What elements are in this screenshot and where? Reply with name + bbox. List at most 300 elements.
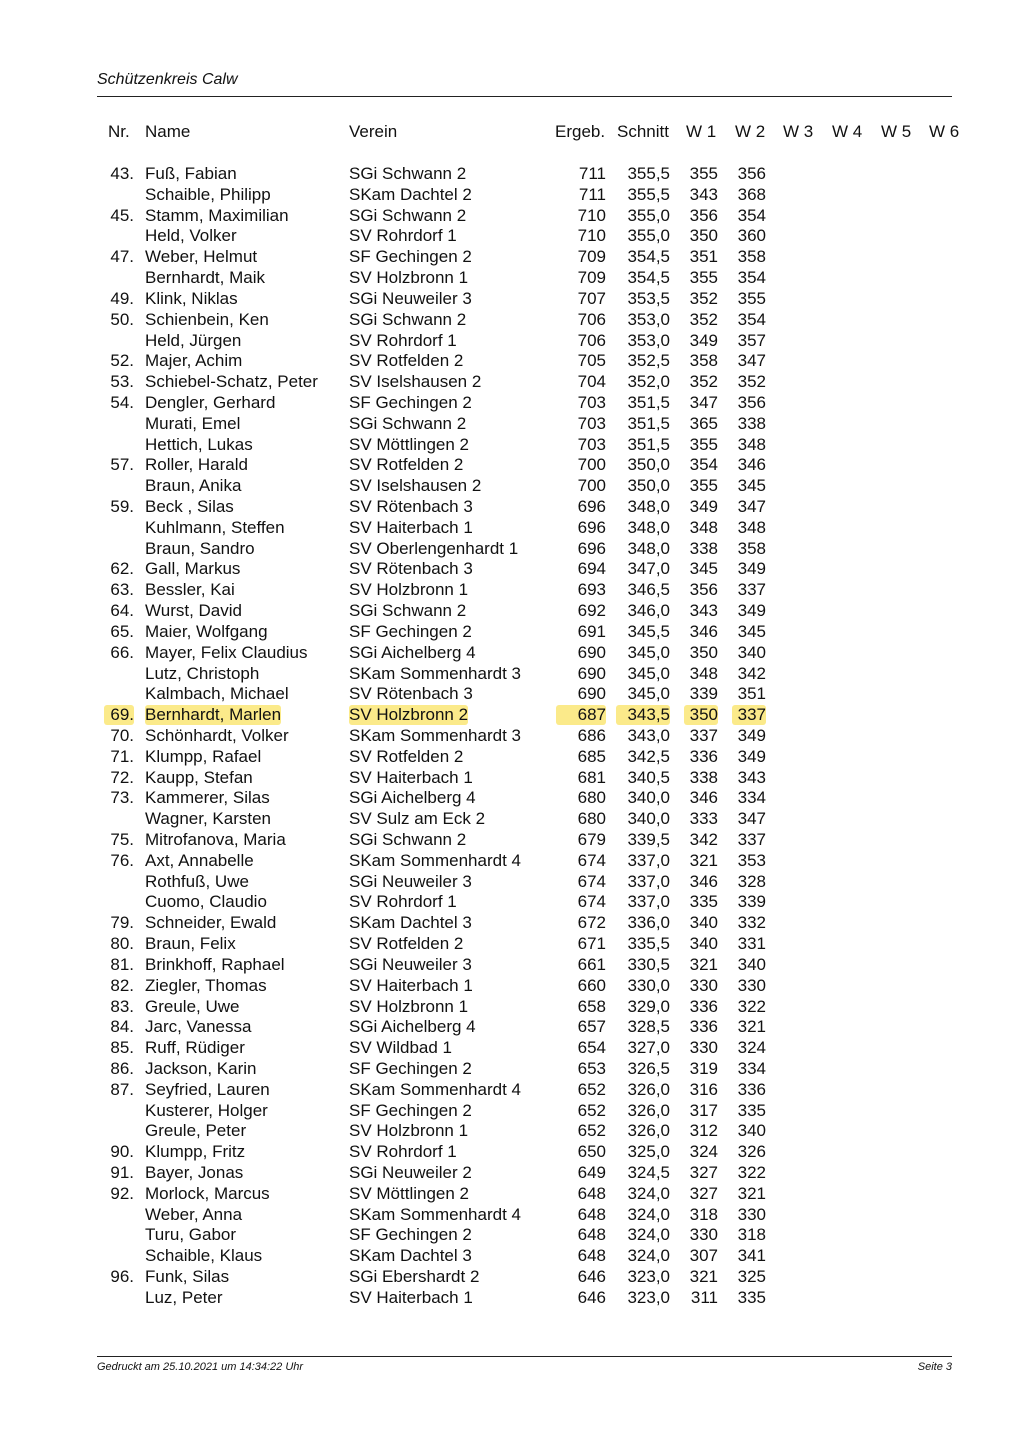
cell-name: Wagner, Karsten [145,809,271,829]
cell-w1: 355 [689,476,718,496]
cell-ergeb: 711 [578,164,606,183]
cell-schnitt: 348,0 [627,517,670,537]
cell-w2: 349 [737,746,766,766]
cell-nr: 85. [110,1038,134,1058]
cell-schnitt: 345,0 [627,642,670,662]
table-row [0,1288,1024,1309]
table-row [0,726,1024,747]
table-row [0,539,1024,560]
table-row [0,1267,1024,1288]
cell-w2: 326 [737,1142,766,1162]
cell-ergeb: 652 [577,1100,606,1120]
page-header-title: Schützenkreis Calw [97,71,238,88]
cell-verein: SGi Neuweiler 3 [349,288,472,308]
cell-w1: 318 [689,1204,718,1224]
cell-schnitt: 340,0 [627,809,670,829]
cell-ergeb: 652 [577,1121,606,1141]
cell-ergeb: 648 [577,1246,606,1266]
cell-w2: 348 [737,517,766,537]
cell-nr: 96. [110,1267,134,1287]
cell-verein: SV Haiterbach 1 [349,767,473,787]
cell-w1: 336 [689,996,718,1016]
cell-name: Cuomo, Claudio [145,892,267,912]
cell-w1: 327 [689,1163,718,1182]
cell-schnitt: 337,0 [627,850,670,870]
cell-w2: 349 [737,725,766,745]
table-row [0,1246,1024,1267]
table-row [0,1184,1024,1205]
cell-ergeb: 693 [577,580,606,600]
cell-nr: 45. [110,205,134,225]
cell-verein: SV Rohrdorf 1 [349,330,457,350]
cell-w2: 330 [737,1204,766,1224]
cell-name: Morlock, Marcus [145,1183,270,1203]
cell-w1: 349 [689,497,718,516]
cell-nr: 49. [110,288,134,308]
cell-w1: 338 [689,538,718,558]
cell-schnitt: 355,5 [627,164,670,183]
cell-ergeb: 661 [577,954,606,974]
cell-w1: 350 [689,226,718,246]
cell-w1: 346 [689,621,718,641]
cell-name: Weber, Anna [145,1204,243,1224]
printed-timestamp: Gedruckt am 25.10.2021 um 14:34:22 Uhr [97,1361,304,1373]
cell-name: Klumpp, Fritz [145,1142,246,1162]
cell-ergeb: 710 [577,226,606,246]
cell-nr: 73. [110,788,134,808]
cell-name: Schiebel-Schatz, Peter [145,372,318,392]
table-row [0,955,1024,976]
cell-w1: 327 [689,1183,718,1203]
cell-nr: 72. [110,767,134,787]
cell-ergeb: 696 [577,517,606,537]
cell-w2: 343 [737,767,766,787]
cell-ergeb: 686 [577,725,606,745]
cell-w2: 347 [737,809,766,829]
cell-ergeb: 680 [577,788,606,808]
table-row [0,1163,1024,1184]
cell-nr: 83. [110,996,134,1016]
column-header-w2: W 2 [735,122,766,141]
table-row [0,1038,1024,1059]
cell-nr: 92. [110,1183,134,1203]
cell-ergeb: 707 [577,288,606,308]
cell-ergeb: 687 [556,705,606,725]
cell-ergeb: 674 [577,871,606,891]
cell-ergeb: 648 [577,1183,606,1203]
cell-verein: SV Holzbronn 1 [349,1121,469,1141]
cell-schnitt: 323,0 [627,1287,670,1307]
table-row [0,601,1024,622]
table-row [0,518,1024,539]
cell-name: Dengler, Gerhard [145,392,276,412]
cell-name: Ruff, Rüdiger [145,1038,245,1058]
cell-name: Schienbein, Ken [145,309,269,329]
column-header-w5: W 5 [881,122,912,141]
cell-w2: 349 [737,601,766,621]
cell-w2: 338 [737,413,766,433]
cell-w2: 346 [737,455,766,475]
cell-ergeb: 674 [577,850,606,870]
cell-schnitt: 324,0 [627,1225,670,1245]
cell-verein: SGi Schwann 2 [349,601,467,621]
cell-verein: SV Oberlengenhardt 1 [349,538,519,558]
cell-ergeb: 694 [577,559,606,579]
cell-w2: 337 [732,705,766,725]
cell-w2: 334 [737,788,766,808]
cell-verein: SKam Dachtel 3 [349,1246,472,1266]
cell-schnitt: 335,5 [627,934,670,954]
cell-schnitt: 342,5 [627,746,670,766]
column-header-nr: Nr. [108,122,130,141]
cell-w1: 358 [689,351,718,371]
cell-w2: 330 [737,975,766,995]
cell-verein: SV Haiterbach 1 [349,517,473,537]
cell-schnitt: 328,5 [627,1017,670,1037]
cell-schnitt: 327,0 [627,1038,670,1058]
cell-schnitt: 351,5 [627,392,670,412]
cell-name: Bernhardt, Maik [145,268,265,288]
cell-ergeb: 646 [577,1267,606,1287]
cell-schnitt: 352,5 [627,351,670,371]
cell-name: Hettich, Lukas [145,434,253,454]
cell-schnitt: 355,5 [627,184,670,204]
cell-w1: 333 [689,809,718,829]
cell-w1: 335 [689,892,718,912]
cell-ergeb: 654 [577,1038,606,1058]
cell-w1: 312 [689,1121,718,1141]
cell-w1: 345 [689,559,718,579]
cell-w1: 349 [689,330,718,350]
cell-w1: 336 [689,746,718,766]
cell-ergeb: 709 [577,247,606,267]
cell-verein: SKam Sommenhardt 4 [349,850,521,870]
cell-verein: SKam Dachtel 3 [349,913,472,933]
cell-name: Schaible, Klaus [145,1246,263,1266]
cell-schnitt: 324,5 [627,1163,670,1182]
table-row [0,913,1024,934]
table-row [0,435,1024,456]
cell-nr: 82. [110,975,134,995]
cell-name: Axt, Annabelle [145,850,254,870]
cell-name: Weber, Helmut [145,247,258,267]
cell-nr: 59. [110,497,134,516]
table-row [0,497,1024,518]
cell-w2: 351 [737,684,766,704]
cell-nr: 90. [110,1142,134,1162]
cell-schnitt: 343,5 [616,705,670,725]
cell-w2: 342 [737,663,766,683]
table-row [0,455,1024,476]
cell-w2: 349 [737,559,766,579]
cell-schnitt: 350,0 [627,476,670,496]
table-row [0,580,1024,601]
cell-w1: 321 [689,1267,718,1287]
cell-nr: 66. [110,642,134,662]
cell-w1: 354 [689,455,718,475]
results-table [0,164,1024,1309]
cell-nr: 65. [110,621,134,641]
cell-w1: 321 [689,954,718,974]
cell-name: Bernhardt, Marlen [145,705,282,725]
cell-verein: SV Rotfelden 2 [349,351,464,371]
table-row [0,788,1024,809]
cell-w1: 347 [689,392,718,412]
cell-ergeb: 703 [577,413,606,433]
cell-name: Jarc, Vanessa [145,1017,252,1037]
cell-name: Kalmbach, Michael [145,684,289,704]
cell-ergeb: 696 [577,538,606,558]
cell-verein: SV Möttlingen 2 [349,434,470,454]
column-header-w4: W 4 [832,122,863,141]
cell-w1: 317 [689,1100,718,1120]
cell-nr: 69. [104,705,134,725]
cell-name: Kaupp, Stefan [145,767,253,787]
cell-name: Kammerer, Silas [145,788,270,808]
cell-w2: 345 [737,476,766,496]
cell-verein: SV Haiterbach 1 [349,975,473,995]
cell-verein: SV Iselshausen 2 [349,372,482,392]
cell-schnitt: 345,5 [627,621,670,641]
cell-w1: 336 [689,1017,718,1037]
cell-name: Wurst, David [145,601,242,621]
cell-verein: SV Holzbronn 1 [349,580,469,600]
cell-name: Greule, Uwe [145,996,240,1016]
cell-nr: 86. [110,1058,134,1078]
column-header-ergeb: Ergeb. [555,122,606,141]
cell-name: Murati, Emel [145,413,241,433]
cell-name: Mitrofanova, Maria [145,830,286,849]
cell-verein: SV Rötenbach 3 [349,497,473,516]
cell-schnitt: 351,5 [627,413,670,433]
cell-nr: 71. [110,746,134,766]
cell-ergeb: 685 [577,746,606,766]
cell-verein: SKam Sommenhardt 3 [349,725,521,745]
cell-ergeb: 680 [577,809,606,829]
cell-w2: 356 [737,392,766,412]
table-row [0,164,1024,185]
cell-w2: 355 [737,288,766,308]
cell-nr: 54. [110,392,134,412]
cell-ergeb: 690 [577,642,606,662]
cell-name: Jackson, Karin [145,1058,257,1078]
cell-w2: 347 [737,497,766,516]
cell-verein: SKam Sommenhardt 3 [349,663,521,683]
cell-w2: 354 [737,205,766,225]
table-row [0,976,1024,997]
cell-schnitt: 329,0 [627,996,670,1016]
table-row [0,226,1024,247]
cell-schnitt: 330,5 [627,954,670,974]
cell-nr: 64. [110,601,134,621]
cell-schnitt: 340,5 [627,767,670,787]
cell-w2: 332 [737,913,766,933]
cell-name: Schönhardt, Volker [145,725,289,745]
table-row [0,684,1024,705]
cell-w1: 343 [689,601,718,621]
cell-verein: SF Gechingen 2 [349,392,472,412]
cell-name: Stamm, Maximilian [145,205,289,225]
cell-w2: 331 [737,934,766,954]
cell-w1: 346 [689,788,718,808]
cell-verein: SV Rotfelden 2 [349,455,464,475]
cell-verein: SV Rohrdorf 1 [349,1142,457,1162]
cell-w2: 345 [737,621,766,641]
cell-verein: SF Gechingen 2 [349,1100,472,1120]
column-header-row [0,122,1024,144]
table-row [0,1059,1024,1080]
cell-w2: 321 [737,1183,766,1203]
table-row [0,393,1024,414]
cell-w1: 355 [689,434,718,454]
cell-schnitt: 353,0 [627,309,670,329]
cell-verein: SGi Aichelberg 4 [349,1017,476,1037]
cell-schnitt: 355,0 [627,226,670,246]
cell-name: Braun, Felix [145,934,236,954]
cell-name: Beck , Silas [145,497,234,516]
cell-name: Maier, Wolfgang [145,621,268,641]
table-row [0,768,1024,789]
cell-verein: SV Holzbronn 2 [349,705,469,725]
cell-ergeb: 650 [577,1142,606,1162]
cell-schnitt: 324,0 [627,1204,670,1224]
cell-w1: 365 [689,413,718,433]
table-row [0,851,1024,872]
table-row [0,247,1024,268]
cell-nr: 84. [110,1017,134,1037]
cell-name: Greule, Peter [145,1121,247,1141]
table-row [0,934,1024,955]
cell-schnitt: 353,5 [627,288,670,308]
table-row [0,1101,1024,1122]
cell-w1: 330 [689,1038,718,1058]
cell-verein: SKam Dachtel 2 [349,184,472,204]
table-row [0,206,1024,227]
cell-nr: 52. [110,351,134,371]
cell-verein: SGi Aichelberg 4 [349,788,476,808]
cell-name: Kuhlmann, Steffen [145,517,285,537]
cell-w2: 318 [737,1225,766,1245]
cell-ergeb: 672 [577,913,606,933]
cell-verein: SGi Schwann 2 [349,205,467,225]
cell-verein: SKam Sommenhardt 4 [349,1204,521,1224]
cell-verein: SGi Neuweiler 3 [349,954,472,974]
cell-w1: 330 [689,1225,718,1245]
cell-name: Roller, Harald [145,455,248,475]
table-row [0,351,1024,372]
cell-w1: 348 [689,517,718,537]
cell-w1: 324 [689,1142,718,1162]
cell-schnitt: 325,0 [627,1142,670,1162]
cell-verein: SV Sulz am Eck 2 [349,809,486,829]
cell-w1: 339 [689,684,718,704]
cell-w1: 351 [689,247,718,267]
cell-ergeb: 649 [577,1163,606,1182]
cell-schnitt: 324,0 [627,1246,670,1266]
cell-schnitt: 337,0 [627,892,670,912]
cell-w1: 356 [689,580,718,600]
cell-name: Fuß, Fabian [145,164,237,183]
cell-schnitt: 354,5 [627,268,670,288]
cell-w1: 348 [689,663,718,683]
cell-w2: 340 [737,1121,766,1141]
cell-w2: 356 [737,164,766,183]
cell-w1: 337 [689,725,718,745]
cell-w2: 328 [737,871,766,891]
cell-nr: 70. [110,725,134,745]
cell-w2: 353 [737,850,766,870]
table-row [0,997,1024,1018]
table-row [0,872,1024,893]
cell-ergeb: 691 [577,621,606,641]
cell-w1: 343 [689,184,718,204]
cell-name: Bessler, Kai [145,580,235,600]
cell-schnitt: 326,5 [627,1058,670,1078]
cell-name: Gall, Markus [145,559,241,579]
cell-w1: 319 [689,1058,718,1078]
cell-verein: SF Gechingen 2 [349,247,472,267]
cell-schnitt: 353,0 [627,330,670,350]
cell-verein: SV Rötenbach 3 [349,684,473,704]
cell-w2: 340 [737,642,766,662]
cell-name: Braun, Anika [145,476,242,496]
cell-w2: 335 [737,1100,766,1120]
cell-w1: 340 [689,913,718,933]
cell-name: Seyfried, Lauren [145,1079,270,1099]
cell-schnitt: 326,0 [627,1121,670,1141]
cell-w2: 337 [737,580,766,600]
cell-w2: 340 [737,954,766,974]
cell-verein: SGi Ebershardt 2 [349,1267,480,1287]
cell-schnitt: 346,0 [627,601,670,621]
table-row [0,664,1024,685]
cell-nr: 75. [110,830,134,849]
cell-w1: 311 [690,1287,718,1307]
cell-nr: 62. [110,559,134,579]
cell-ergeb: 703 [577,392,606,412]
cell-verein: SV Haiterbach 1 [349,1287,473,1307]
cell-nr: 79. [110,913,134,933]
cell-verein: SF Gechingen 2 [349,621,472,641]
cell-w1: 350 [689,642,718,662]
cell-w2: 352 [737,372,766,392]
table-row [0,830,1024,851]
cell-nr: 87. [110,1079,134,1099]
cell-schnitt: 345,0 [627,684,670,704]
cell-schnitt: 340,0 [627,788,670,808]
table-row [0,1121,1024,1142]
cell-schnitt: 351,5 [627,434,670,454]
table-row [0,892,1024,913]
cell-verein: SV Holzbronn 1 [349,996,469,1016]
cell-nr: 50. [110,309,134,329]
column-header-w6: W 6 [929,122,960,141]
cell-ergeb: 674 [577,892,606,912]
cell-schnitt: 326,0 [627,1100,670,1120]
cell-name: Held, Volker [145,226,237,246]
cell-ergeb: 681 [577,767,606,787]
cell-schnitt: 350,0 [627,455,670,475]
table-row-highlighted [0,705,1024,726]
table-row [0,747,1024,768]
cell-verein: SGi Schwann 2 [349,830,467,849]
cell-ergeb: 657 [577,1017,606,1037]
cell-ergeb: 700 [577,476,606,496]
cell-name: Majer, Achim [145,351,243,371]
cell-ergeb: 706 [577,309,606,329]
cell-ergeb: 692 [577,601,606,621]
cell-w1: 355 [689,164,718,183]
